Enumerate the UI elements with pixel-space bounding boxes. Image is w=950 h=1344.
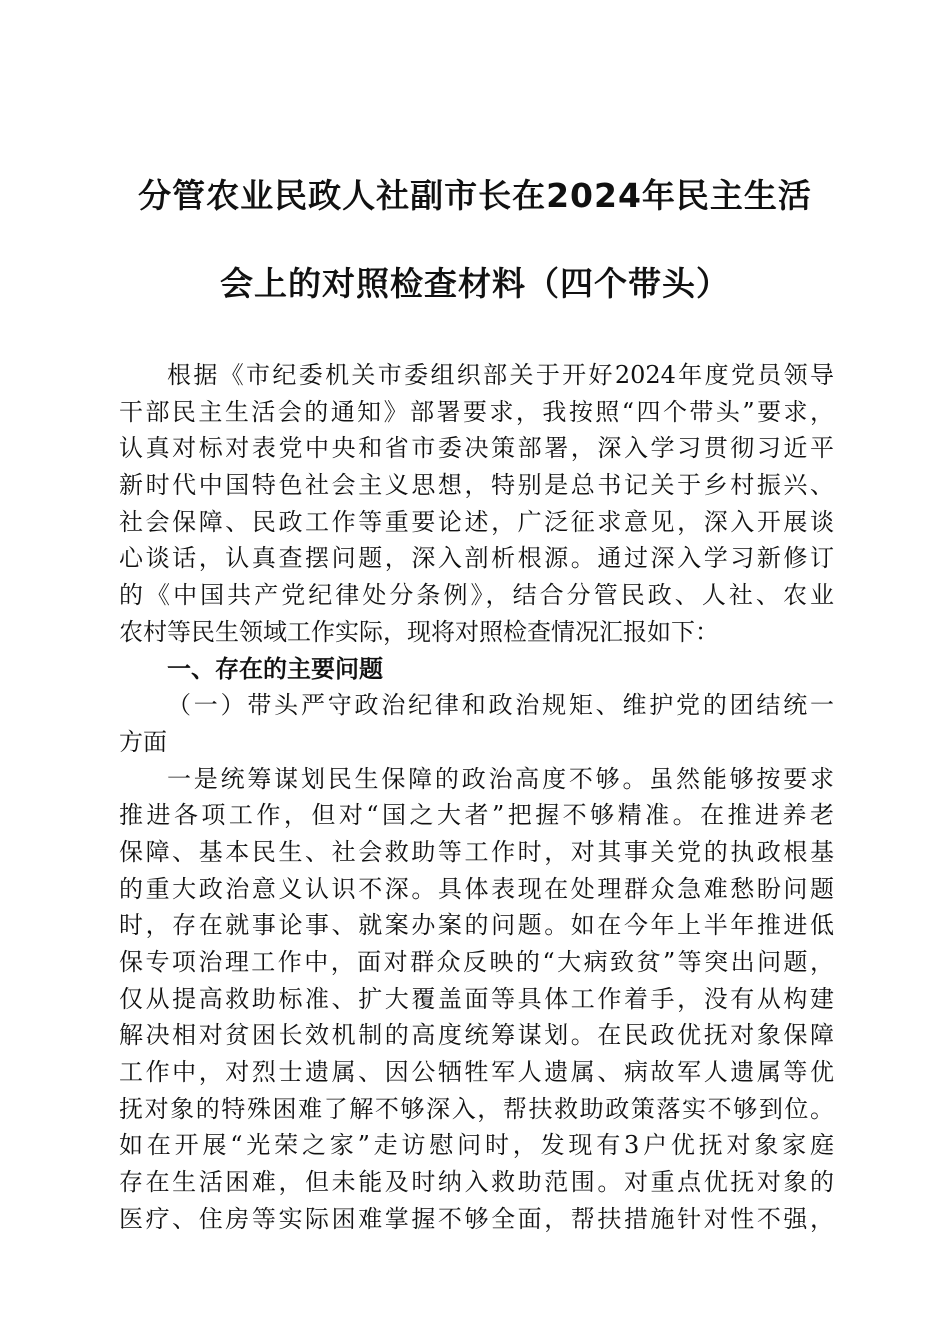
body-line-intro-4: 新时代中国特色社会主义思想，特别是总书记关于乡村振兴、 — [119, 471, 834, 500]
section-heading: 一、存在的主要问题 — [167, 654, 383, 683]
body-line-issue-1: 一是统筹谋划民生保障的政治高度不够。虽然能够按要求 — [167, 764, 834, 793]
body-line-issue-5: 时，存在就事论事、就案办案的问题。如在今年上半年推进低 — [119, 911, 834, 940]
body-line-issue-10: 抚对象的特殊困难了解不够深入，帮扶救助政策落实不够到位。 — [119, 1094, 834, 1123]
body-line-intro-8: 农村等民生领域工作实际，现将对照检查情况汇报如下： — [119, 617, 719, 646]
document-body — [119, 357, 834, 1238]
document-title-line-2: 会上的对照检查材料（四个带头） — [220, 264, 730, 303]
body-line-intro-3: 认真对标对表党中央和省市委决策部署，深入学习贯彻习近平 — [119, 434, 834, 463]
body-line-issue-4: 的重大政治意义认识不深。具体表现在处理群众急难愁盼问题 — [119, 874, 834, 903]
body-line-issue-3: 保障、基本民生、社会救助等工作时，对其事关党的执政根基 — [119, 837, 834, 866]
subsection-heading-line-2: 方面 — [119, 727, 167, 756]
body-line-issue-6: 保专项治理工作中，面对群众反映的“大病致贫”等突出问题， — [119, 948, 834, 976]
body-line-intro-6: 心谈话，认真查摆问题，深入剖析根源。通过深入学习新修订 — [119, 544, 834, 573]
body-line-intro-5: 社会保障、民政工作等重要论述，广泛征求意见，深入开展谈 — [119, 507, 834, 536]
body-line-issue-8: 解决相对贫困长效机制的高度统筹谋划。在民政优抚对象保障 — [119, 1021, 834, 1050]
body-line-intro-2: 干部民主生活会的通知》部署要求，我按照“四个带头”要求， — [119, 397, 834, 426]
body-line-issue-2: 推进各项工作，但对“国之大者”把握不够精准。在推进养老 — [119, 801, 834, 830]
document-title-line-1: 分管农业民政人社副市长在2024年民主生活 — [138, 176, 812, 215]
body-line-issue-13: 医疗、住房等实际困难掌握不够全面，帮扶措施针对性不强， — [119, 1204, 834, 1233]
body-line-issue-12: 存在生活困难，但未能及时纳入救助范围。对重点优抚对象的 — [119, 1168, 834, 1197]
body-line-issue-9: 工作中，对烈士遗属、因公牺牲军人遗属、病故军人遗属等优 — [119, 1058, 834, 1087]
body-line-intro-7: 的《中国共产党纪律处分条例》，结合分管民政、人社、农业 — [119, 581, 834, 610]
body-line-intro-1: 根据《市纪委机关市委组织部关于开好2024年度党员领导 — [167, 361, 834, 389]
body-line-issue-11: 如在开展“光荣之家”走访慰问时，发现有3户优抚对象家庭 — [119, 1131, 834, 1160]
body-line-issue-7: 仅从提高救助标准、扩大覆盖面等具体工作着手，没有从构建 — [119, 984, 834, 1013]
subsection-heading-line-1: （一）带头严守政治纪律和政治规矩、维护党的团结统一 — [167, 691, 834, 720]
